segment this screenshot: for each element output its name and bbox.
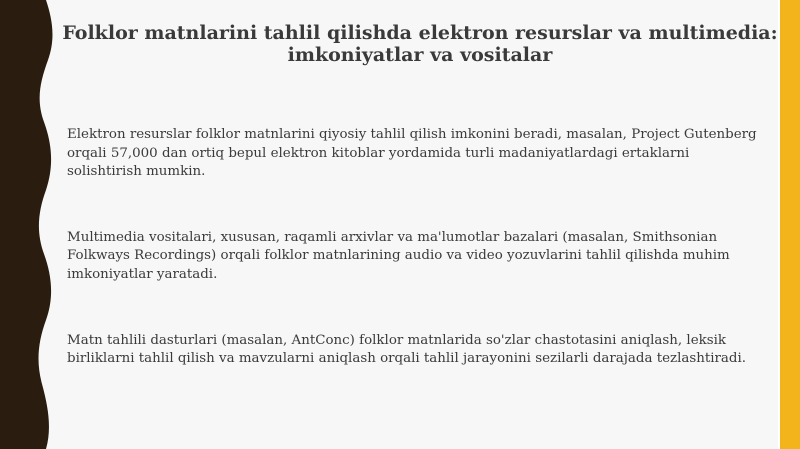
wave-decoration [0,0,52,449]
paragraph-text-analysis-software: Matn tahlili dasturlari (masalan, AntConc) folklor matnlarida so'zlar chastotasini aniqlash, leksik birliklarni tahlil qilish va mavzularni aniqlash orqali tahlil jarayonini sezilarli darajada tezlashtiradi. [67,332,747,367]
paragraph-multimedia-tools: Multimedia vositalari, xususan, raqamli arxivlar va ma'lumotlar bazalari (masalan, Smithsonian Folkways Recordings) orqali folklor matnlarining audio va video yozuvlarini tahlil qilishda muhim imkoniyatlar yaratadi. [67,229,730,282]
paragraph-electronic-resources: Elektron resurslar folklor matnlarini qiyosiy tahlil qilish imkonini beradi, masalan, Project Gutenberg orqali 57,000 dan ortiq bepul elektron kitoblar yordamida turli madaniyatlardagi ertaklarni solishtirish mumkin. [67,127,757,180]
slide-body [67,126,767,369]
slide-title: Folklor matnlarini tahlil qilishda elektron resurslar va multimedia: imkoniyatlar va vositalar [62,22,778,66]
accent-stripe [780,0,800,449]
left-wave-band [0,0,70,449]
